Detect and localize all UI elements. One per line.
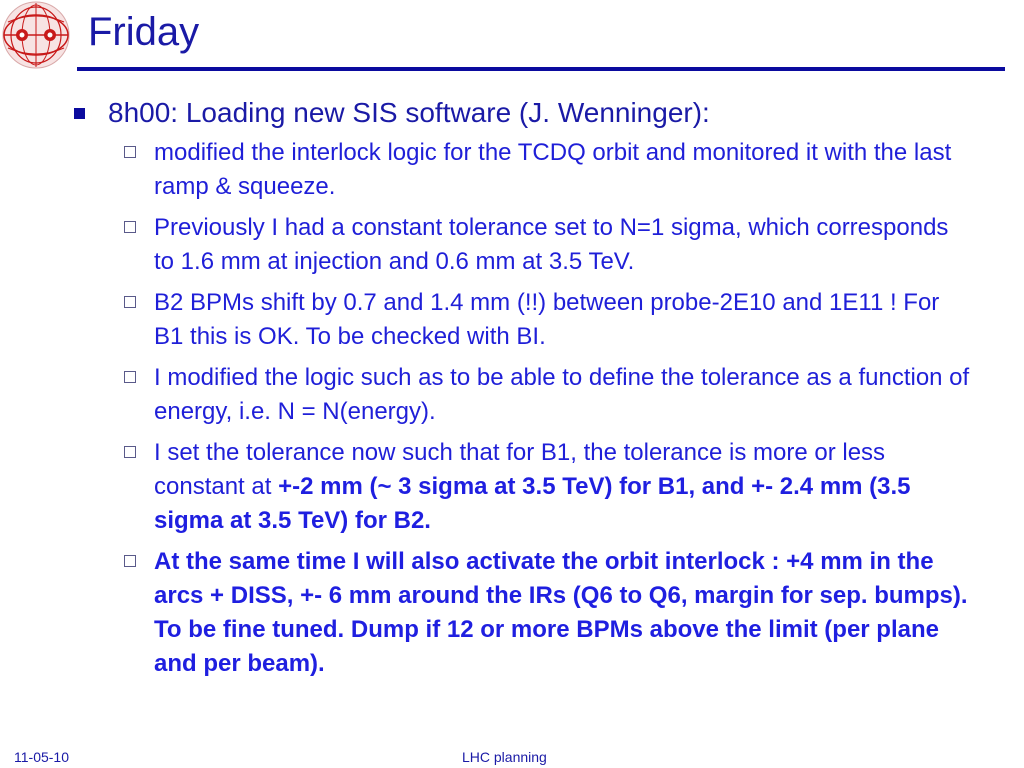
hollow-square-bullet-icon	[124, 555, 136, 567]
sub-bullet-bold-text: +-2 mm (~ 3 sigma at 3.5 TeV) for B1, and +- 2.4 mm (3.5 sigma at 3.5 TeV) for B2.	[154, 473, 911, 534]
sub-bullet-list	[74, 136, 974, 681]
hollow-square-bullet-icon	[124, 371, 136, 383]
hollow-square-bullet-icon	[124, 446, 136, 458]
sub-bullet-text: modified the interlock logic for the TCDQ orbit and monitored it with the last ramp & squeeze.	[154, 139, 952, 200]
hollow-square-bullet-icon	[124, 146, 136, 158]
sub-bullet-item	[74, 361, 974, 429]
sub-bullet-bold-text: At the same time I will also activate the orbit interlock : +4 mm in the arcs + DISS, +- 6 mm around the IRs (Q6 to Q6, margin for sep. bumps). To be fine tuned. Dump if 12 or more BPMs above the limit (per plane and per beam).	[154, 548, 968, 677]
sub-bullet-item	[74, 545, 974, 681]
hollow-square-bullet-icon	[124, 221, 136, 233]
hollow-square-bullet-icon	[124, 296, 136, 308]
sub-bullet-item	[74, 286, 974, 354]
lhc-logo-icon	[0, 0, 76, 70]
sub-bullet-text: Previously I had a constant tolerance set to N=1 sigma, which corresponds to 1.6 mm at injection and 0.6 mm at 3.5 TeV.	[154, 214, 949, 275]
sub-bullet-text: I modified the logic such as to be able to define the tolerance as a function of energy, i.e. N = N(energy).	[154, 364, 970, 425]
main-bullet-text: 8h00: Loading new SIS software (J. Wenninger):	[108, 97, 710, 128]
footer-title: LHC planning	[462, 749, 547, 765]
square-bullet-icon	[74, 108, 85, 119]
main-bullet	[74, 94, 974, 132]
slide-title: Friday	[88, 10, 200, 54]
title-divider	[77, 67, 1005, 71]
sub-bullet-text: I set the tolerance now such that for B1, the tolerance is more or less constant at	[154, 439, 886, 500]
sub-bullet-item	[74, 211, 974, 279]
sub-bullet-text: B2 BPMs shift by 0.7 and 1.4 mm (!!) between probe-2E10 and 1E11 ! For B1 this is OK. To be checked with BI.	[154, 289, 940, 350]
sub-bullet-item	[74, 436, 974, 538]
sub-bullet-item	[74, 136, 974, 204]
slide-body	[74, 94, 974, 688]
footer-date: 11-05-10	[14, 749, 70, 765]
